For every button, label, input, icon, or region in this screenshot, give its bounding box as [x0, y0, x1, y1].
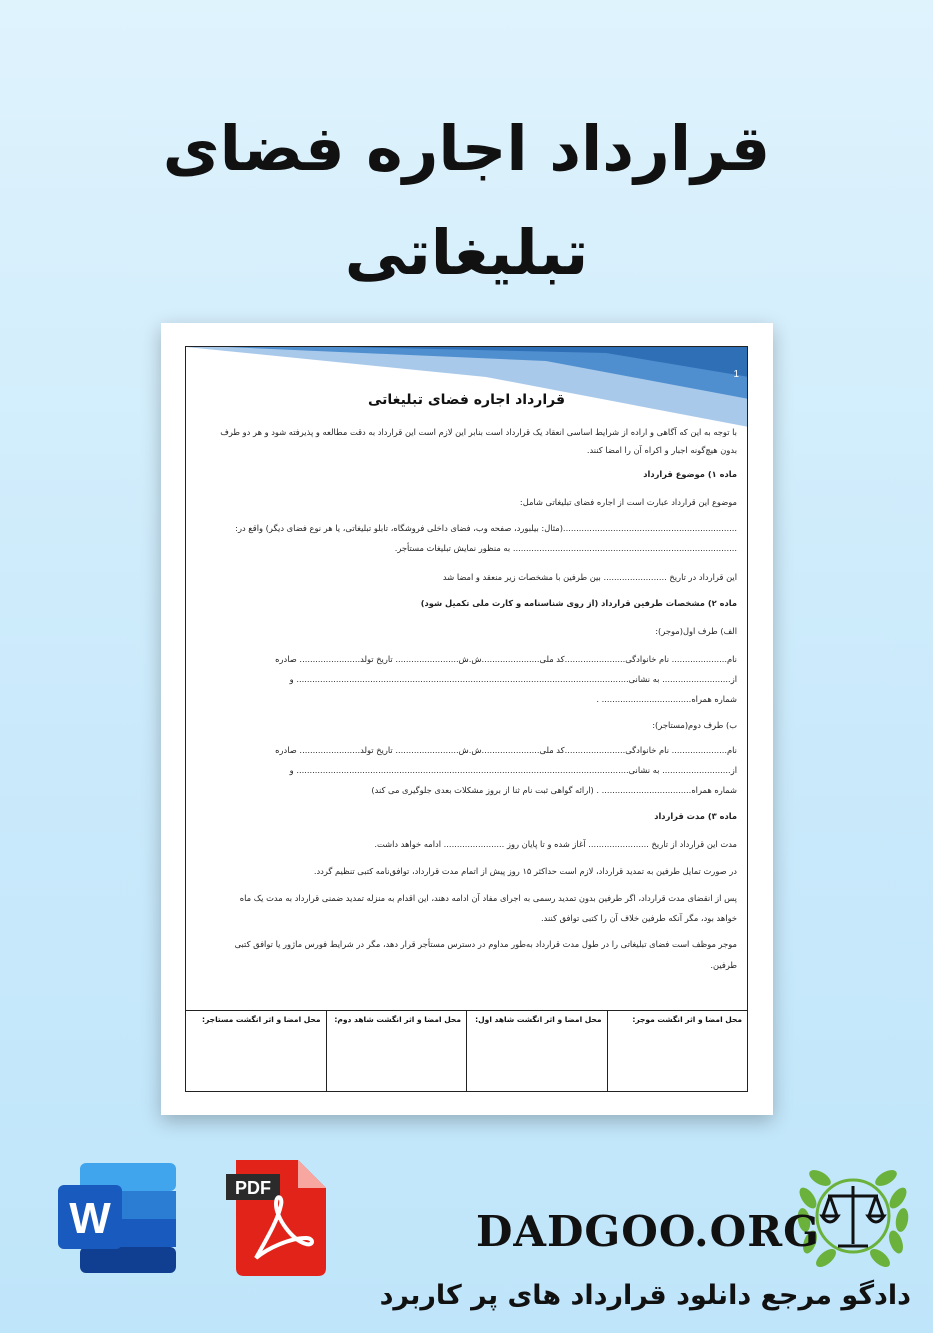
- pdf-label: PDF: [235, 1178, 271, 1198]
- page-frame: [185, 346, 748, 1092]
- section-heading: ماده ۱) موضوع قرارداد: [643, 469, 737, 479]
- document-line: شماره همراه.................................. .: [596, 694, 737, 704]
- signature-cell-witness-2: محل امضا و اثر انگشت شاهد دوم:: [326, 1011, 467, 1091]
- document-line: ..................................................................(مثال: بیلبورد، صفحه وب، فضای داخلی فروشگاه، تابلو تبلیغاتی، یا هر نوع فضای دیگر) واقع در:: [235, 523, 737, 533]
- page-number: 1: [733, 369, 739, 380]
- tagline: دادگو مرجع دانلود قرارداد های پر کاربرد: [379, 1280, 911, 1311]
- document-line: موضوع این قرارداد عبارت است از اجاره فضای تبلیغاتی شامل:: [519, 497, 737, 507]
- section-heading: ماده ۲) مشخصات طرفین قرارداد (از روی شناسنامه و کارت ملی تکمیل شود): [420, 598, 737, 608]
- page-title-line-2: تبلیغاتی: [344, 216, 589, 289]
- document-title: قرارداد اجاره فضای تبلیغاتی: [367, 392, 566, 408]
- signature-table: [186, 1010, 747, 1091]
- document-line: با توجه به این که آگاهی و اراده از شرایط اساسی انعقاد یک قرارداد است بنابر این لازم است این قرارداد به دقت مطالعه و پذیرفته شود و هر دو طرف: [220, 427, 737, 437]
- document-line: خواهد بود، مگر آنکه طرفین خلاف آن را کتبی توافق کنند.: [540, 913, 737, 923]
- signature-cell-witness-1: محل امضا و اثر انگشت شاهد اول:: [466, 1011, 607, 1091]
- document-line: موجر موظف است فضای تبلیغاتی را در طول مدت قرارداد به‌طور مداوم در دسترس مستأجر قرار دهد، مگر در شرایط فورس ماژور یا توافق کتبی: [234, 939, 737, 949]
- word-icon[interactable]: [58, 1163, 176, 1273]
- document-line: در صورت تمایل طرفین به تمدید قرارداد، لازم است حداکثر ۱۵ روز پیش از اتمام مدت قرارداد، توافق‌نامه کتبی تنظیم گردد.: [313, 866, 737, 876]
- document-line: بدون هیچ‌گونه اجبار و اکراه آن را امضا کنند.: [586, 445, 737, 455]
- document-line: الف) طرف اول(موجر):: [655, 626, 737, 636]
- signature-cell-lessor: محل امضا و اثر انگشت موجر:: [607, 1011, 748, 1091]
- document-line: نام..................... نام خانوادگی.......................کد ملی......................ش.ش........................ تاریخ تولد....................... صادره: [275, 654, 737, 664]
- document-line: از.......................... به نشانی.............................................................................................................................. و: [289, 765, 737, 775]
- document-line: ب) طرف دوم(مستاجر):: [652, 720, 737, 730]
- document-line: این قرارداد در تاریخ ........................ بین طرفین با مشخصات زیر منعقد و امضا شد: [442, 572, 737, 582]
- header-banner: [186, 347, 748, 427]
- section-heading: ماده ۳) مدت قرارداد: [654, 811, 737, 821]
- document-line: شماره همراه.................................. . (ارائه گواهی ثبت نام ثنا از بروز مشکلات بعدی جلوگیری می کند): [371, 785, 737, 795]
- document-line: مدت این قرارداد از تاریخ ....................... آغاز شده و تا پایان روز ....................... ادامه خواهد داشت.: [374, 839, 737, 849]
- word-letter: W: [69, 1194, 111, 1243]
- document-line: پس از انقضای مدت قرارداد، اگر طرفین بدون تمدید رسمی به اجرای مفاد آن ادامه دهند، این اقدام به منزله تمدید ضمنی قرارداد به مدت یک ماه: [239, 893, 737, 903]
- pdf-icon[interactable]: [226, 1160, 326, 1276]
- document-line: نام..................... نام خانوادگی.......................کد ملی......................ش.ش........................ تاریخ تولد....................... صادره: [275, 745, 737, 755]
- document-line: طرفین.: [710, 960, 737, 970]
- contract-preview: [161, 323, 773, 1115]
- signature-cell-lessee: محل امضا و اثر انگشت مستاجر:: [202, 1015, 321, 1024]
- page-title-line-1: قرارداد اجاره فضای: [162, 112, 771, 185]
- site-name[interactable]: DADGOO.ORG: [476, 1207, 820, 1256]
- document-line: از.......................... به نشانی.............................................................................................................................. و: [289, 674, 737, 684]
- document-line: ..................................................................................... به منظور نمایش تبلیغات مستأجر.: [394, 543, 737, 553]
